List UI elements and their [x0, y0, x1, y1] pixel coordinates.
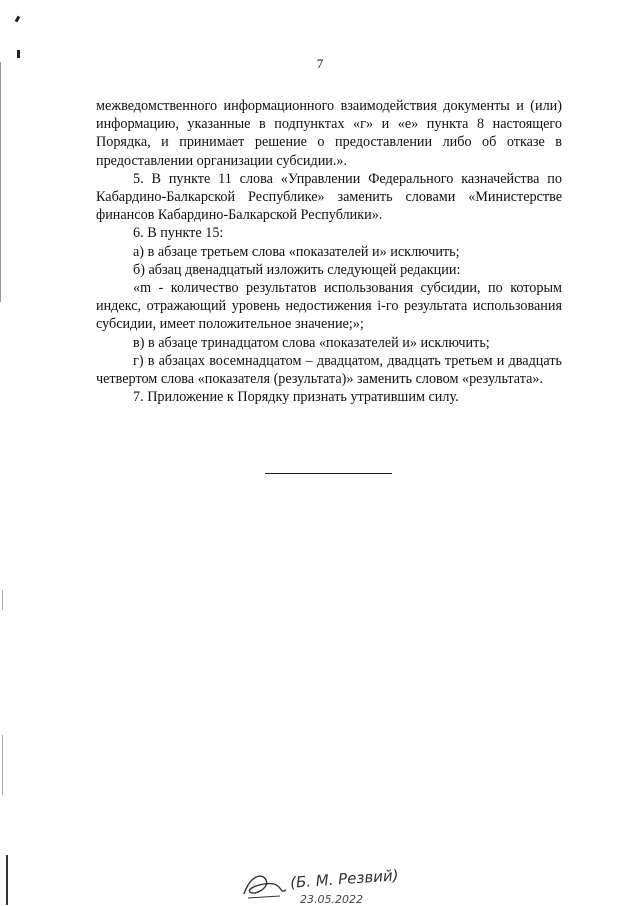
paragraph: в) в абзаце тринадцатом слова «показателей и» исключить; — [133, 334, 490, 351]
paragraph: 7. Приложение к Порядку признать утратившим силу. — [133, 389, 459, 406]
scan-mark — [2, 735, 3, 795]
scan-mark — [2, 590, 3, 610]
handwritten-signature — [240, 866, 290, 902]
paragraph: межведомственного информационного взаимодействия документы и (или) информацию, указанные в подпунктах «г» и «е» пункта 8 настоящего Порядка, и принимает решение о предоставлении либо об отказе в предоставлении организации субсидии.». — [96, 98, 562, 169]
paragraph: г) в абзацах восемнадцатом – двадцатом, двадцать третьем и двадцать четвертом слова «показателя (результата)» заменить словом «результата». — [96, 352, 562, 388]
document-body — [96, 97, 562, 406]
paragraph: 5. В пункте 11 слова «Управлении Федерального казначейства по Кабардино-Балкарской Республике» заменить словами «Министерстве финансов Кабардино-Балкарской Республики». — [96, 170, 562, 224]
signature-note: (Б. М. Резвий) — [289, 866, 400, 892]
signature-date: 23.05.2022 — [300, 893, 363, 906]
page-number: 7 — [316, 56, 324, 71]
paragraph: «m - количество результатов использования субсидии, по которым индекс, отражающий уровень недостижения i-го результата использования субсидии, имеет положительное значение;»; — [96, 280, 562, 333]
scan-mark — [15, 16, 21, 23]
scan-mark — [6, 855, 8, 905]
separator-line — [265, 473, 392, 474]
paragraph: б) абзац двенадцатый изложить следующей редакции: — [133, 261, 461, 278]
paragraph: а) в абзаце третьем слова «показателей и» исключить; — [133, 243, 460, 260]
paragraph: 6. В пункте 15: — [133, 225, 224, 242]
scan-mark — [0, 62, 1, 302]
